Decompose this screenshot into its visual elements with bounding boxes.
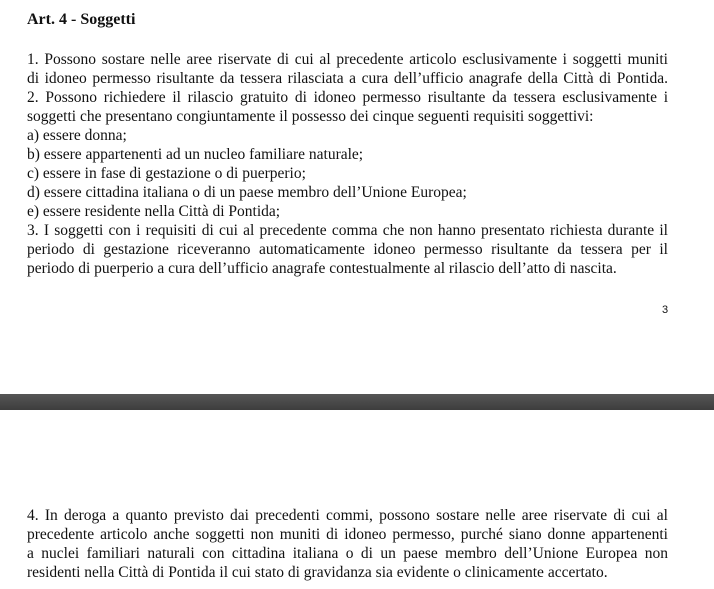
list-item: c) essere in fase di gestazione o di puerperio; (27, 165, 306, 182)
article-heading: Art. 4 - Soggetti (27, 11, 136, 28)
paragraph-line: 4. In deroga a quanto previsto dai precedenti commi, possono sostare nelle aree riservate di cui al (27, 507, 668, 524)
paragraph-line: periodo di puerperio a cura dell’ufficio anagrafe contestualmente al rilascio dell’atto di nascita. (27, 260, 617, 277)
list-item: d) essere cittadina italiana o di un paese membro dell’Unione Europea; (27, 184, 467, 201)
paragraph-line: precedente articolo anche soggetti non muniti di idoneo permesso, purché siano donne appartenenti (27, 526, 668, 543)
page-separator (0, 394, 714, 410)
paragraph-line: 2. Possono richiedere il rilascio gratuito di idoneo permesso risultante da tessera esclusivamente i (27, 89, 668, 106)
paragraph-line: 3. I soggetti con i requisiti di cui al precedente comma che non hanno presentato richiesta durante il (27, 222, 668, 239)
list-item: a) essere donna; (27, 127, 127, 144)
document-page-4 (0, 410, 714, 589)
paragraph-line: 1. Possono sostare nelle aree riservate di cui al precedente articolo esclusivamente i soggetti muniti (27, 51, 668, 68)
paragraph-line: soggetti che presentano congiuntamente il possesso dei cinque seguenti requisiti soggettivi: (27, 108, 594, 125)
list-item: e) essere residente nella Città di Pontida; (27, 203, 281, 220)
paragraph-line: periodo di gestazione riceveranno automaticamente idoneo permesso risultante da tessera per il (27, 241, 668, 258)
paragraph-line: a nuclei familiari naturali con cittadina italiana o di un paese membro dell’Unione Europea non (27, 545, 668, 562)
paragraph-line: di idoneo permesso risultante da tessera rilasciata a cura dell’ufficio anagrafe della Città di Pontida. (27, 70, 668, 87)
paragraph-line: residenti nella Città di Pontida il cui stato di gravidanza sia evidente o clinicamente accertato. (27, 564, 608, 581)
page-number: 3 (662, 304, 669, 316)
list-item: b) essere appartenenti ad un nucleo familiare naturale; (27, 146, 364, 163)
